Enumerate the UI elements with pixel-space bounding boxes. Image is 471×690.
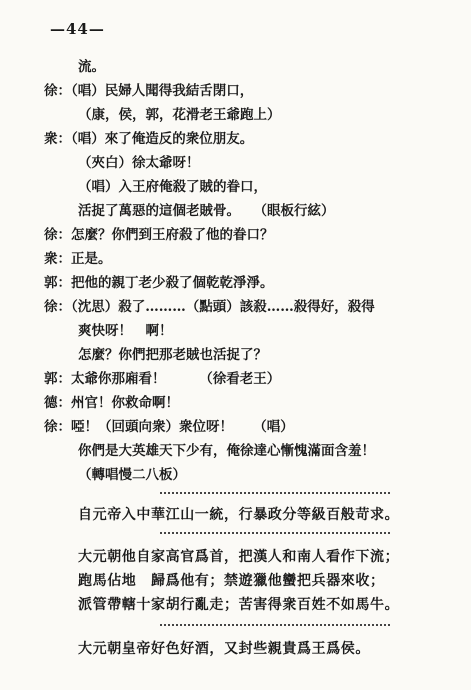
text-line: 你們是大英雄天下少有，俺徐達心慚愧滿面含羞！ bbox=[78, 443, 375, 459]
text-line: 爽快呀！ 啊！ bbox=[78, 323, 173, 339]
text-line: 徐：啞！（回頭向衆）衆位呀！ （唱） bbox=[44, 419, 294, 435]
text-line: 郭：太爺你那廂看！ （徐看老王） bbox=[44, 371, 281, 387]
text-line: 活捉了萬惡的這個老賊骨。 （眼板行絃） bbox=[78, 203, 335, 219]
verse-line: 大元朝他自家高官爲首，把漢人和南人看作下流； bbox=[78, 549, 400, 565]
text-line: 徐：（沈思）殺了………（點頭）該殺……殺得好，殺得 bbox=[44, 299, 375, 315]
verse-line: 大元朝皇帝好色好酒，又封些親貴爲王爲侯。 bbox=[78, 641, 370, 657]
dotted-separator bbox=[160, 492, 390, 495]
text-line: 郭：把他的親丁老少殺了個乾乾淨淨。 bbox=[44, 275, 274, 291]
text-line: 徐：（唱）民婦人聞得我結舌閉口， bbox=[44, 83, 254, 99]
text-line: （康，侯，郭，花滑老王爺跑上） bbox=[78, 107, 281, 123]
verse-line: 跑馬佔地 歸爲他有；禁遊獵他蠻把兵器來收； bbox=[78, 573, 385, 589]
text-line: 流。 bbox=[78, 59, 105, 75]
dotted-separator bbox=[160, 624, 390, 627]
text-line: 徐：怎麼？你們到王府殺了他的眷口？ bbox=[44, 227, 274, 243]
verse-line: 派管帶轄十家胡行亂走；苦害得衆百姓不如馬牛。 bbox=[78, 597, 400, 613]
text-line: （夾白）徐太爺呀！ bbox=[78, 155, 200, 171]
verse-line: 自元帝入中華江山一統，行暴政分等級百般苛求。 bbox=[78, 507, 400, 523]
text-line: 怎麼？你們把那老賊也活捉了？ bbox=[78, 347, 267, 363]
text-line: （轉唱慢二八板） bbox=[78, 467, 186, 483]
page-number: —44— bbox=[50, 20, 105, 38]
text-line: 衆：正是。 bbox=[44, 251, 112, 267]
text-line: 德：州官！你救命啊！ bbox=[44, 395, 179, 411]
dotted-separator bbox=[160, 532, 390, 535]
text-line: （唱）入王府俺殺了賊的眷口， bbox=[78, 179, 267, 195]
text-line: 衆：（唱）來了俺造反的衆位朋友。 bbox=[44, 131, 254, 147]
